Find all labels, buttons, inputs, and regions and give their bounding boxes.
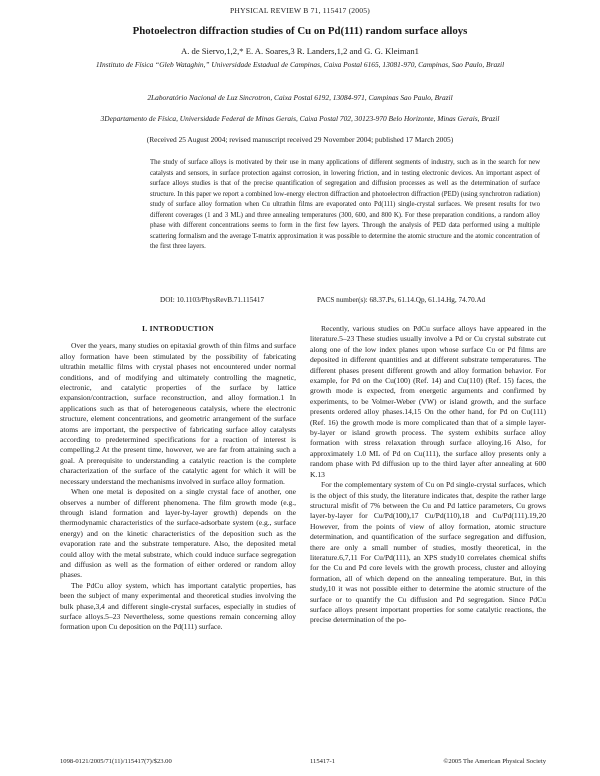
section-heading: I. INTRODUCTION (141, 324, 214, 333)
footer-code: 1098-0121/2005/71(11)/115417(7)/$23.00 (60, 758, 172, 765)
copyright: ©2005 The American Physical Society (443, 758, 546, 765)
affiliation-1: 1Instituto de Física “Gleb Wataghin,” Universidade Estadual de Campinas, Caixa Postal 6165, 13081-970, Campinas, Sao Paulo, Brazil (95, 60, 505, 69)
affiliation-2: 2Laboratório Nacional de Luz Sincrotron, Caixa Postal 6192, 13084-971, Campinas Sao Paulo, Brazil (147, 93, 453, 102)
author-list: A. de Siervo,1,2,* E. A. Soares,3 R. Landers,1,2 and G. G. Kleiman1 (181, 46, 419, 56)
doi: DOI: 10.1103/PhysRevB.71.115417 (160, 296, 265, 304)
paragraph: For the complementary system of Cu on Pd single-crystal surfaces, which is the object of this study, the literature indicates that, despite the rather large structural misfit of 7% between the Cu and Pd lattice parameters, Cu grows layer-by-layer for Cu/Pd(100),17 Cu/Pd(110),18 and Cu/Pd(111).19,20 However, from the points of view of alloy formation, atomic structure determination, and quantification of the surface segregation and diffusion, there are only a small number of studies, mostly theoretical, in the literature.6,7,11 For Cu/Pd(111), an XPS study10 correlates chemical shifts for the Cu and Pd core levels with the growth process, cluster and alloying formation, all of which depend on the annealing temperature. But, in this study,10 it was not possible either to determine the atomic structure of the surface or to quantify the Cu diffusion and Pd segregation. Since PdCu surface alloys present important properties for some catalytic reactions, the precise determination of the po- (310, 480, 546, 625)
pacs-numbers: PACS number(s): 68.37.Ps, 61.14.Qp, 61.14.Hg, 74.70.Ad (317, 296, 486, 304)
paper-title: Photoelectron diffraction studies of Cu on Pd(111) random surface alloys (132, 25, 468, 37)
paragraph: When one metal is deposited on a single crystal face of another, one observes a number of different phenomena. The film growth mode (e.g., through island formation and layer-by-layer growth) depends on the thermodynamic characteristics of the surface-adsorbate system (e.g., surface energy) and on the kinetic characteristics of the deposition such as the evaporation rate and the substrate temperature. Also, the deposited metal could alloy with the metal substrate, which could induce surface segregation and diffusion as well as the formation of either ordered or random alloy phases. (60, 487, 296, 580)
paragraph: The PdCu alloy system, which has important catalytic properties, has been the subject of many experimental and theoretical studies involving the bulk phase,3,4 and different single-crystal surfaces, especially in studies of surface alloys.5–23 Nevertheless, some questions remain concerning alloy formation upon Cu deposition on the Pd(111) surface. (60, 580, 296, 632)
running-head: PHYSICAL REVIEW B 71, 115417 (2005) (229, 6, 371, 15)
page-number: 115417-1 (310, 758, 336, 765)
paragraph: Over the years, many studies on epitaxial growth of thin films and surface alloy formation have been stimulated by the possibility of fabricating ultrathin metallic films with crystal phases not encountered under normal conditions, and of modifying and ultimately controlling the magnetic, electronic, and catalytic properties of the surface by lattice expansion/contraction, surface reconstruction, and alloy formation.1 In applications such as that of heterogeneous catalysis, where the electronic structure, element concentrations, and geometric arrangement of the surface atoms are important, the perspective of fabricating surface alloy catalysts according to predetermined specifications for a reaction of interest is compelling.2 At the present time, however, we are far from attaining such a goal. A prerequisite to understanding a catalytic reaction is the complete characterization of the surface of the catalytic agent for which it will be necessary understand the mechanisms involved in surface alloy formation. (60, 341, 296, 486)
left-column (60, 324, 296, 633)
right-column (310, 324, 546, 626)
received-dates: (Received 25 August 2004; revised manuscript received 29 November 2004; published 17 March 2005) (146, 135, 454, 144)
abstract: The study of surface alloys is motivated by their use in many applications of different segments of industry, such as in the search for new catalysts and sensors, in surface protection against corrosion, in lowering friction, and in testing electronic devices. An important aspect of surface alloys studies is that of the precise quantification of segregation and diffusion processes as well as the determination of surface structure. In this paper we report a combined low-energy electron diffraction and photoelectron diffraction (PED) (using synchrotron radiation) study of surface alloy formation when Cu ultrathin films are evaporated onto Pd(111) single-crystal surfaces. We present results for two different coverages (1 and 3 ML) and three annealing temperatures (300, 600, and 800 K). For these preparation conditions, a random alloy phase with different concentrations seems to form in the first few layers. Through the analysis of PED data performed using a multiple scattering formalism and the average T-matrix approximation it was possible to determine the atomic structure and the atomic concentration of the first three layers. (150, 159, 540, 250)
affiliation-3: 3Departamento de Física, Universidade Federal de Minas Gerais, Caixa Postal 702, 30123-970 Belo Horizonte, Minas Gerais, Brazil (100, 114, 500, 123)
paragraph: Recently, various studies on PdCu surface alloys have appeared in the literature.5–23 These studies usually involve a Pd or Cu crystal substrate cut along one of the low index planes upon whose surface Cu or Pd films are deposited in different quantities and at different substrate temperatures. The different phases present different growth and alloy formation behavior. For example, for Pd on the Cu(100) (Ref. 14) and Cu(110) (Ref. 15) faces, the growth mode is expected, from energetic arguments and confirmed by experiments, to be Volmer-Weber (VW) or island growth, and the surface presents ordered alloy phases.14,15 On the other hand, for Pd on Cu(111) (Ref. 16) the growth mode is more complicated than that of a simple layer-by-layer or island growth process. The system exhibits surface alloy formation with stress relaxation through surface alloying.16 Also, for approximately 1.0 ML of Pd on Cu(111), the surface alloy presents only a random phase with Pd diffusion up to the third layer after annealing at 600 K.13 (310, 324, 546, 479)
